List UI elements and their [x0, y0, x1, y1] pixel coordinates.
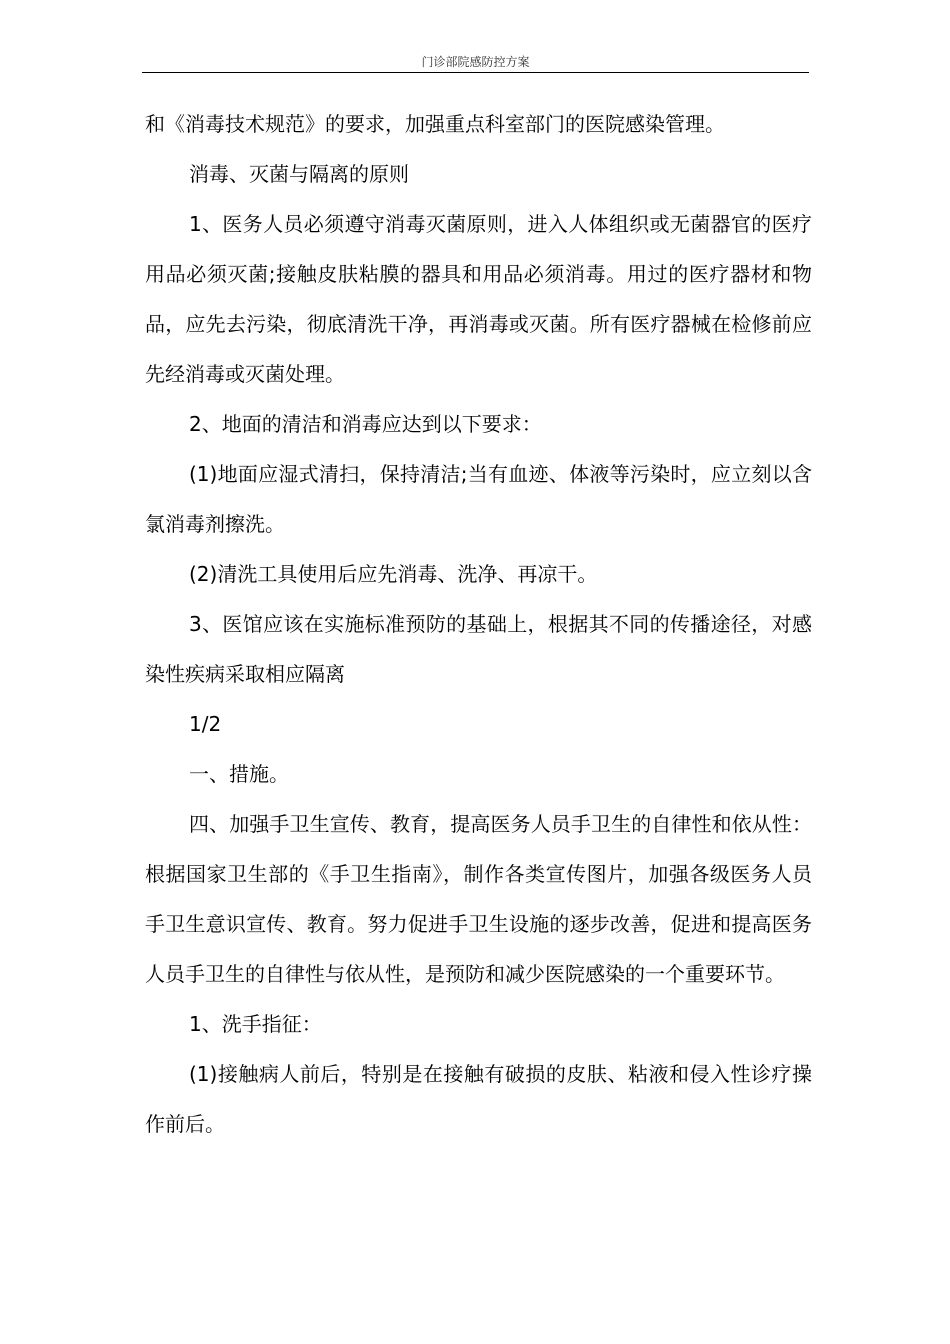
- paragraph-subitem-1: (1)地面应湿式清扫，保持清洁;当有血迹、体液等污染时，应立刻以含氯消毒剂擦洗。: [145, 462, 812, 536]
- page-number-marker: 1/2: [189, 712, 222, 736]
- paragraph-item-3: 3、医馆应该在实施标准预防的基础上，根据其不同的传播途径，对感染性疾病采取相应隔离: [145, 612, 812, 686]
- paragraph-item-1: 1、医务人员必须遵守消毒灭菌原则，进入人体组织或无菌器官的医疗用品必须灭菌;接触皮肤粘膜的器具和用品必须消毒。用过的医疗器材和物品，应先去污染，彻底清洗干净，再消毒或灭菌。所有医疗器械在检修前应先经消毒或灭菌处理。: [145, 212, 812, 386]
- paragraph-subitem-2: (2)清洗工具使用后应先消毒、洗净、再凉干。: [189, 562, 598, 586]
- paragraph-hand-hygiene: 四、加强手卫生宣传、教育，提高医务人员手卫生的自律性和依从性：根据国家卫生部的《手卫生指南》，制作各类宣传图片，加强各级医务人员手卫生意识宣传、教育。努力促进手卫生设施的逐步改善，促进和提高医务人员手卫生的自律性与依从性，是预防和减少医院感染的一个重要环节。: [145, 812, 812, 986]
- paragraph-handwash-indications: 1、洗手指征：: [189, 1012, 322, 1036]
- paragraph-handwash-subitem-1: (1)接触病人前后，特别是在接触有破损的皮肤、粘液和侵入性诊疗操作前后。: [145, 1062, 812, 1136]
- section-heading-principles: 消毒、灭菌与隔离的原则: [189, 162, 409, 186]
- section-heading-measures: 一、措施。: [189, 762, 289, 786]
- paragraph-continuation: 和《消毒技术规范》的要求，加强重点科室部门的医院感染管理。: [145, 112, 725, 136]
- paragraph-item-2: 2、地面的清洁和消毒应达到以下要求：: [189, 412, 542, 436]
- header-divider: [142, 72, 809, 73]
- document-body: [145, 99, 812, 1149]
- page-header-title: 门诊部院感防控方案: [421, 55, 530, 69]
